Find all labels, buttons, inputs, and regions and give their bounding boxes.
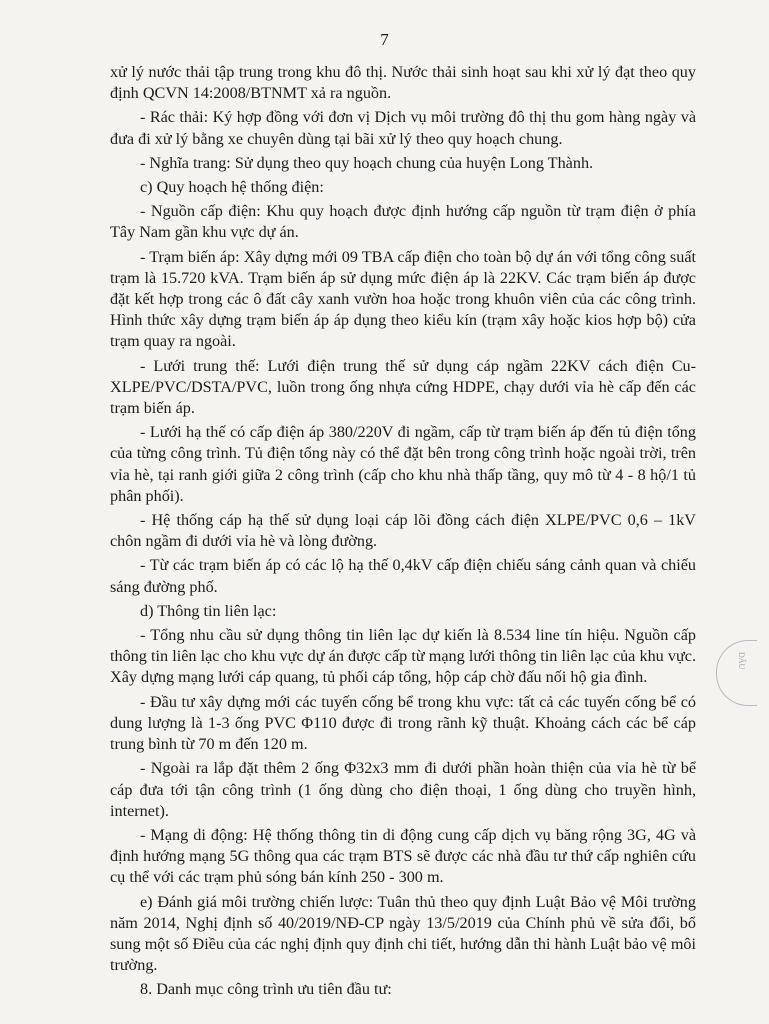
seal-stamp-text: DẤU bbox=[737, 652, 746, 670]
section-heading: c) Quy hoạch hệ thống điện: bbox=[140, 178, 324, 197]
section-heading: 8. Danh mục công trình ưu tiên đầu tư: bbox=[140, 980, 392, 999]
paragraph: - Lưới hạ thế có cấp điện áp 380/220V đi ngầm, cấp từ trạm biến áp đến tủ điện tổng của từng công trình. Tủ điện tổng này có thể đặt bên trong công trình hoặc ngoài trời, trên vỉa hè, tại ranh giới giữa 2 công trình (cấp cho khu nhà thấp tầng, quy mô từ 4 - 8 hộ/1 tủ phân phối). bbox=[110, 423, 696, 505]
document-body bbox=[110, 62, 696, 1004]
page-number: 7 bbox=[380, 30, 389, 49]
paragraph: - Rác thải: Ký hợp đồng với đơn vị Dịch vụ môi trường đô thị thu gom hàng ngày và đưa đi xử lý bằng xe chuyên dùng tại bãi xử lý theo quy hoạch chung. bbox=[110, 108, 696, 148]
paragraph: e) Đánh giá môi trường chiến lược: Tuân thủ theo quy định Luật Bảo vệ Môi trường năm 2014, Nghị định số 40/2019/NĐ-CP ngày 13/5/2019 của Chính phủ về sửa đổi, bổ sung một số Điều của các nghị định quy định chi tiết, hướng dẫn thi hành Luật bảo vệ môi trường. bbox=[110, 892, 696, 975]
paragraph: - Lưới trung thế: Lưới điện trung thế sử dụng cáp ngầm 22KV cách điện Cu-XLPE/PVC/DSTA/PVC, luồn trong ống nhựa cứng HDPE, chạy dưới vỉa hè cấp đến các trạm biến áp. bbox=[110, 356, 696, 418]
paragraph: - Nghĩa trang: Sử dụng theo quy hoạch chung của huyện Long Thành. bbox=[140, 153, 594, 172]
paragraph: - Nguồn cấp điện: Khu quy hoạch được định hướng cấp nguồn từ trạm điện ở phía Tây Nam gần khu vực dự án. bbox=[110, 202, 696, 242]
paragraph: - Từ các trạm biến áp có các lộ hạ thế 0,4kV cấp điện chiếu sáng cảnh quan và chiếu sáng đường phố. bbox=[110, 556, 696, 596]
paragraph: - Hệ thống cáp hạ thế sử dụng loại cáp lõi đồng cách điện XLPE/PVC 0,6 – 1kV chôn ngầm đi dưới vỉa hè và lòng đường. bbox=[110, 511, 696, 551]
paragraph: xử lý nước thải tập trung trong khu đô thị. Nước thải sinh hoạt sau khi xử lý đạt theo quy định QCVN 14:2008/BTNMT xả ra nguồn. bbox=[110, 63, 696, 103]
paragraph: - Đầu tư xây dựng mới các tuyến cống bể trong khu vực: tất cả các tuyến cống bể có dung lượng là 1-3 ống PVC Φ110 được đi trong rãnh kỹ thuật. Khoảng cách các bể cáp trung bình từ 70 m đến 120 m. bbox=[110, 692, 696, 754]
paragraph: - Trạm biến áp: Xây dựng mới 09 TBA cấp điện cho toàn bộ dự án với tổng công suất trạm là 15.720 kVA. Trạm biến áp sử dụng mức điện áp là 22KV. Các trạm biến áp được đặt kết hợp trong các ô đất cây xanh vườn hoa hoặc trong khuôn viên của các công trình. Hình thức xây dựng trạm biến áp áp dụng theo kiểu kín (trạm xây hoặc kios hợp bộ) cửa trạm quay ra ngoài. bbox=[110, 247, 696, 351]
paragraph: - Ngoài ra lắp đặt thêm 2 ống Φ32x3 mm đi dưới phần hoàn thiện của vỉa hè từ bể cáp đưa tới tận công trình (1 ống dùng cho điện thoại, 1 ống dùng cho truyền hình, internet). bbox=[110, 759, 696, 820]
paragraph: - Tổng nhu cầu sử dụng thông tin liên lạc dự kiến là 8.534 line tín hiệu. Nguồn cấp thông tin liên lạc cho khu vực dự án được cấp từ mạng lưới thông tin liên lạc của khu vực. Xây dựng mạng lưới cáp quang, tủ phối cáp tổng, hộp cáp chờ đấu nối hộ gia đình. bbox=[110, 626, 696, 687]
seal-stamp bbox=[716, 640, 757, 706]
section-heading: d) Thông tin liên lạc: bbox=[140, 601, 277, 620]
paragraph: - Mạng di động: Hệ thống thông tin di động cung cấp dịch vụ băng rộng 3G, 4G và định hướng mạng 5G thông qua các trạm BTS sẽ được các nhà đầu tư thứ cấp nghiên cứu cụ thể với các trạm phủ sóng bán kính 250 - 300 m. bbox=[110, 825, 696, 887]
